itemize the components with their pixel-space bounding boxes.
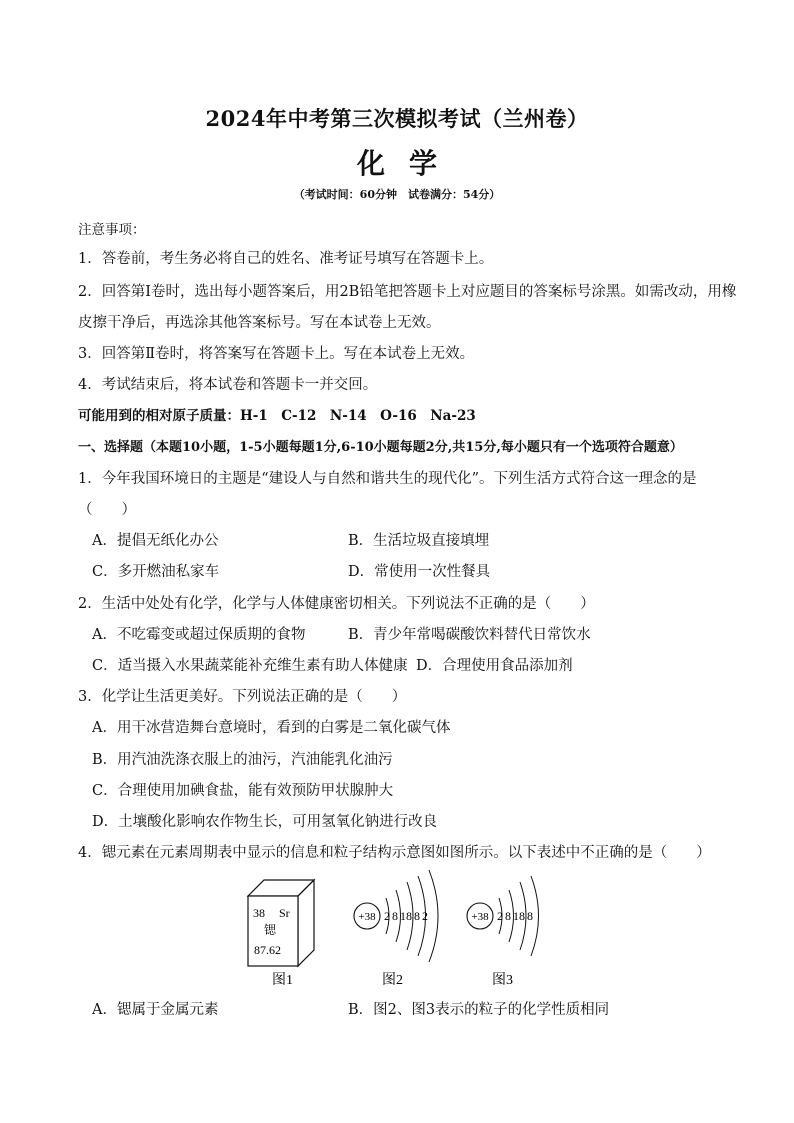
notes-heading: 注意事项： xyxy=(78,222,146,238)
note-item-4: 4．考试结束后，将本试卷和答题卡一并交回。 xyxy=(78,377,378,393)
q2-option-b: B．青少年常喝碳酸饮料替代日常饮水 xyxy=(348,627,591,643)
strontium-figure xyxy=(240,868,560,993)
atom-shells: 2 8 18 8 2 xyxy=(384,909,428,923)
q1-option-a: A．提倡无纸化办公 xyxy=(92,533,219,549)
q1-option-c: C．多开燃油私家车 xyxy=(92,564,220,580)
ion-structure xyxy=(467,876,539,956)
ion-nucleus: +38 xyxy=(471,911,489,923)
exam-title: 2024年中考第三次模拟考试（兰州卷） xyxy=(205,106,589,131)
q3-option-a: A．用干冰营造舞台意境时，看到的白雾是二氧化碳气体 xyxy=(92,720,451,736)
section-heading: 一、选择题（本题10小题，1-5小题每题1分,6-10小题每题2分,共15分,每小题只有一个选项符合题意） xyxy=(78,440,683,455)
caption-fig3: 图3 xyxy=(492,973,513,988)
q1-option-d: D．常使用一次性餐具 xyxy=(348,564,491,580)
element-mass: 87.62 xyxy=(254,943,281,957)
q1-option-b: B．生活垃圾直接填埋 xyxy=(348,533,490,549)
subject-title: 化学 xyxy=(356,147,461,180)
q1-stem: 1．今年我国环境日的主题是“建设人与自然和谐共生的现代化”。下列生活方式符合这一理念的是 xyxy=(78,471,697,487)
caption-fig1: 图1 xyxy=(272,973,293,988)
q4-stem: 4．锶元素在元素周期表中显示的信息和粒子结构示意图如图所示。以下表述中不正确的是（ ） xyxy=(78,845,711,861)
note-item-1: 1．答卷前，考生务必将自己的姓名、准考证号填写在答题卡上。 xyxy=(78,251,494,267)
q3-option-c: C．合理使用加碘食盐，能有效预防甲状腺肿大 xyxy=(92,783,394,799)
element-name: 锶 xyxy=(264,923,277,937)
q3-option-b: B．用汽油洗涤衣服上的油污，汽油能乳化油污 xyxy=(92,752,393,768)
q2-option-d: D．合理使用食品添加剂 xyxy=(416,658,573,674)
q2-option-c: C．适当摄入水果蔬菜能补充维生素有助人体健康 xyxy=(92,658,408,674)
atom-structure xyxy=(354,870,438,962)
q4-option-a: A．锶属于金属元素 xyxy=(92,1002,219,1018)
element-symbol: Sr xyxy=(279,906,290,920)
q2-stem: 2．生活中处处有化学，化学与人体健康密切相关。下列说法不正确的是（ ） xyxy=(78,596,595,612)
q3-stem: 3．化学让生活更美好。下列说法正确的是（ ） xyxy=(78,689,407,705)
q4-option-b: B．图2、图3表示的粒子的化学性质相同 xyxy=(348,1002,610,1018)
q1-blank: （ ） xyxy=(78,502,136,518)
q2-option-a: A．不吃霉变或超过保质期的食物 xyxy=(92,627,306,643)
ion-shells: 2 8 18 8 xyxy=(497,909,533,923)
note-item-3: 3．回答第Ⅱ卷时，将答案写在答题卡上。写在本试卷上无效。 xyxy=(78,346,475,362)
element-number: 38 xyxy=(253,906,265,920)
caption-fig2: 图2 xyxy=(382,973,403,988)
exam-info: （考试时间：60分钟 试卷满分：54分） xyxy=(293,188,501,201)
atom-nucleus: +38 xyxy=(358,911,376,923)
element-card xyxy=(248,880,314,966)
q3-option-d: D．土壤酸化影响农作物生长，可用氢氧化钠进行改良 xyxy=(92,814,438,830)
note-item-2-cont: 皮擦干净后，再选涂其他答案标号。写在本试卷上无效。 xyxy=(78,315,441,331)
note-item-2: 2．回答第Ⅰ卷时，选出每小题答案后，用2B铅笔把答题卡上对应题目的答案标号涂黑。如需改动，用橡 xyxy=(78,284,737,300)
atomic-mass-line: 可能用到的相对原子质量：H-1 C-12 N-14 O-16 Na-23 xyxy=(78,408,476,424)
